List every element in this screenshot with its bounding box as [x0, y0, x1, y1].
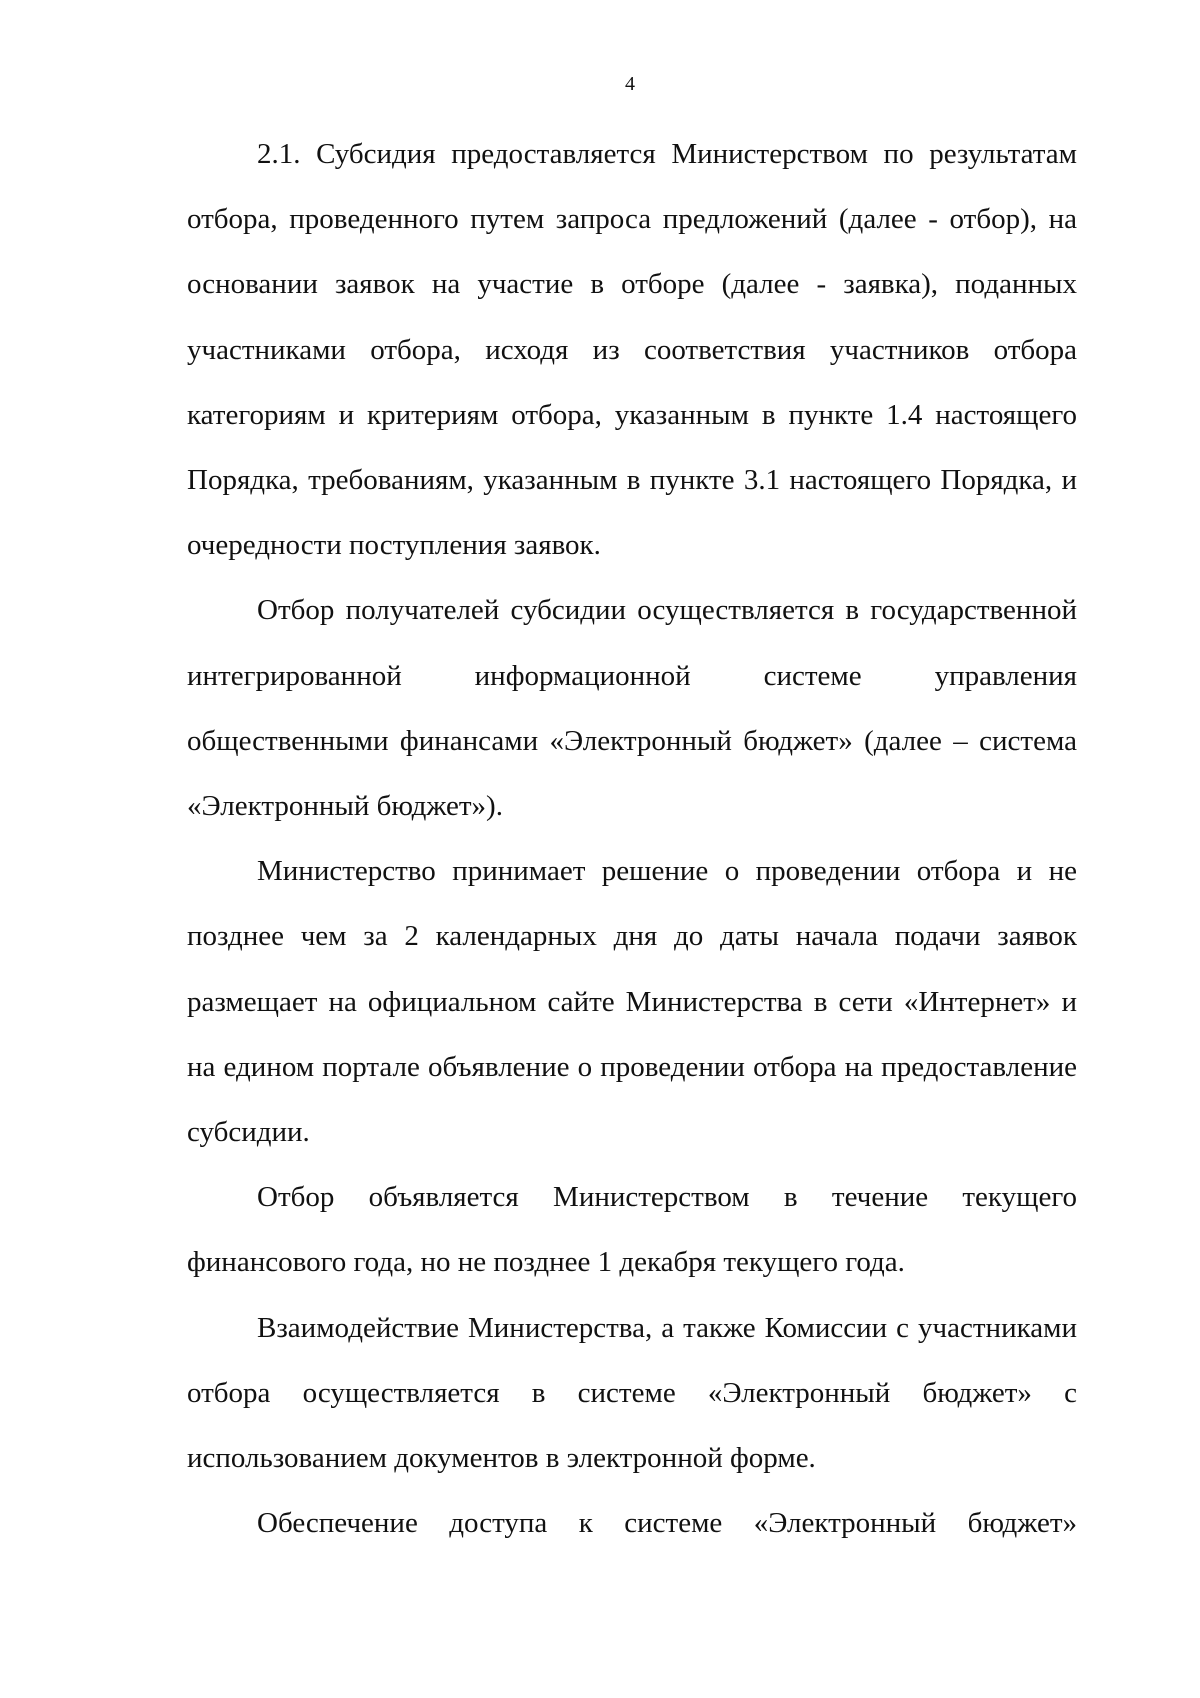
paragraph-selection-announcement: Отбор объявляется Министерством в течение текущего финансового года, но не позднее 1 декабря текущего года. [187, 1181, 1077, 1279]
paragraph-ministry-decision: Министерство принимает решение о проведении отбора и не позднее чем за 2 календарных дня до даты начала подачи заявок размещает на официальном сайте Министерства в сети «Интернет» и на едином портале объявление о проведении отбора на предоставление субсидии. [187, 855, 1077, 1149]
paragraph-selection-system: Отбор получателей субсидии осуществляется в государственной интегрированной информационной системе управления общественными финансами «Электронный бюджет» (далее – система «Электронный бюджет»). [187, 594, 1077, 823]
page-number: 4 [625, 73, 635, 95]
document-body [187, 122, 1077, 1556]
paragraph-2-1: 2.1. Субсидия предоставляется Министерством по результатам отбора, проведенного путем запроса предложений (далее - отбор), на основании заявок на участие в отборе (далее - заявка), поданных участниками отбора, исходя из соответствия участников отбора категориям и критериям отбора, указанным в пункте 1.4 настоящего Порядка, требованиям, указанным в пункте 3.1 настоящего Порядка, и очередности поступления заявок. [187, 138, 1077, 562]
paragraph-interaction: Взаимодействие Министерства, а также Комиссии с участниками отбора осуществляется в системе «Электронный бюджет» с использованием документов в электронной форме. [187, 1311, 1077, 1475]
paragraph-access: Обеспечение доступа к системе «Электронный бюджет» [257, 1507, 1077, 1540]
